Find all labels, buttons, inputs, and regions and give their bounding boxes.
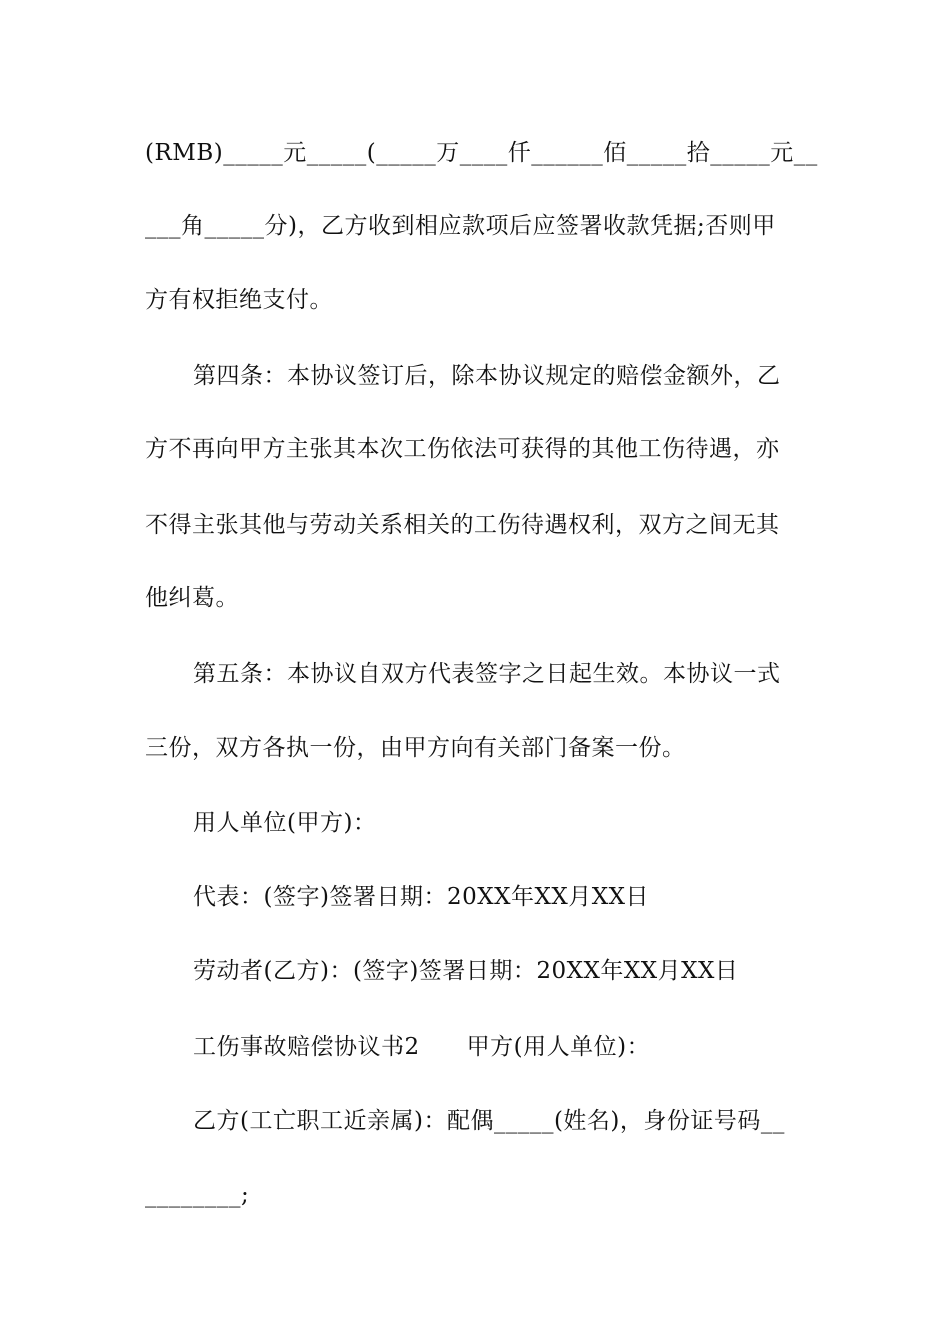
article-5-line-2: 三份，双方各执一份，由甲方向有关部门备案一份。 bbox=[145, 735, 686, 761]
text-line-1: (RMB)_____元_____(_____万____仟______佰_____拾_____元__ bbox=[145, 140, 818, 166]
text-line-3: 方有权拒绝支付。 bbox=[145, 287, 333, 313]
party-b-line-1: 乙方(工亡职工近亲属)：配偶_____(姓名)，身份证号码__ bbox=[193, 1108, 785, 1134]
employer-label: 用人单位(甲方)： bbox=[193, 810, 377, 836]
article-5-line-1: 第五条：本协议自双方代表签字之日起生效。本协议一式 bbox=[193, 661, 781, 687]
representative-signature-line: 代表：(签字)签署日期：20XX年XX月XX日 bbox=[193, 884, 649, 910]
party-b-line-2: ________; bbox=[145, 1182, 250, 1208]
agreement-2-heading: 工伤事故赔偿协议书2 甲方(用人单位)： bbox=[193, 1034, 651, 1060]
article-4-line-2: 方不再向甲方主张其本次工伤依法可获得的其他工伤待遇，亦 bbox=[145, 436, 780, 462]
worker-signature-line: 劳动者(乙方)：(签字)签署日期：20XX年XX月XX日 bbox=[193, 958, 739, 984]
article-4-line-4: 他纠葛。 bbox=[145, 585, 239, 611]
text-line-2: ___角_____分)，乙方收到相应款项后应签署收款凭据;否则甲 bbox=[145, 213, 776, 239]
article-4-line-1: 第四条：本协议签订后，除本协议规定的赔偿金额外，乙 bbox=[193, 363, 781, 389]
article-4-line-3: 不得主张其他与劳动关系相关的工伤待遇权利，双方之间无其 bbox=[145, 512, 780, 538]
